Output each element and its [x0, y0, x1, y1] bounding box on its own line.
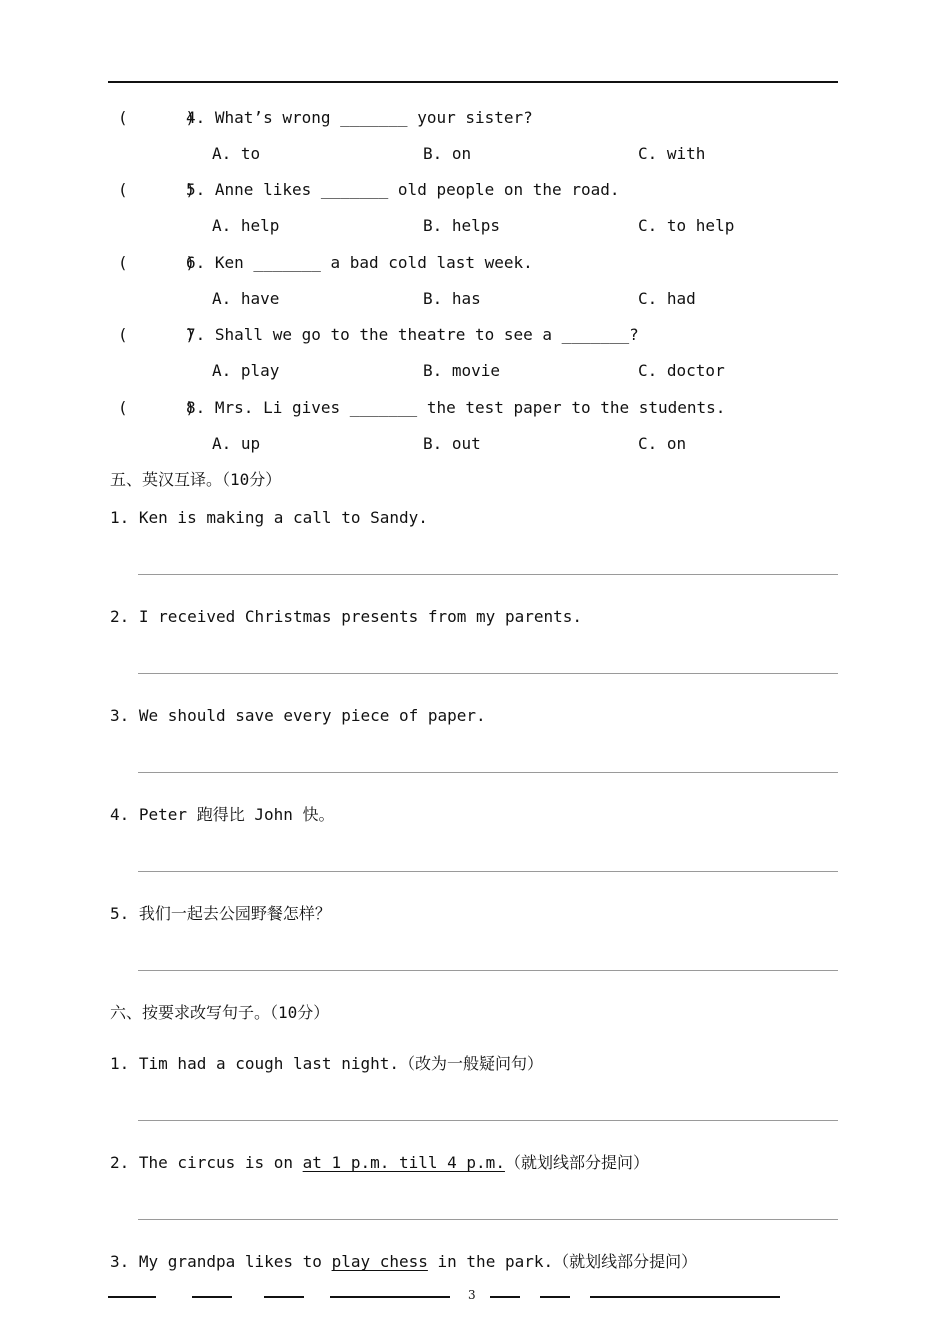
- item-instruction: in the park.（就划线部分提问）: [427, 1252, 698, 1271]
- footer-rule: [540, 1296, 570, 1298]
- footer-rule: [108, 1296, 156, 1298]
- option-b: B. has: [423, 289, 481, 308]
- underlined-phrase: play chess: [331, 1252, 428, 1271]
- option-c: C. with: [638, 144, 706, 163]
- item-instruction: （就划线部分提问）: [504, 1153, 649, 1172]
- option-b: B. movie: [423, 361, 501, 380]
- option-c: C. on: [638, 434, 687, 453]
- answer-paren[interactable]: ( ): [118, 253, 196, 272]
- option-a: A. have: [212, 289, 280, 308]
- option-a: A. to: [212, 144, 261, 163]
- answer-paren[interactable]: ( ): [118, 398, 196, 417]
- option-c: C. to help: [638, 216, 735, 235]
- translation-item-1: 1. Ken is making a call to Sandy.: [110, 508, 428, 527]
- section-6-heading: 六、按要求改写句子。（10分）: [110, 1003, 330, 1022]
- option-c: C. had: [638, 289, 696, 308]
- page-number: 3: [468, 1288, 476, 1302]
- answer-paren[interactable]: ( ): [118, 325, 196, 344]
- question-stem: 4. What’s wrong _______ your sister?: [186, 108, 533, 127]
- answer-line[interactable]: [138, 1120, 838, 1121]
- translation-item-3: 3. We should save every piece of paper.: [110, 706, 486, 725]
- question-stem: 5. Anne likes _______ old people on the road.: [186, 180, 620, 199]
- answer-line[interactable]: [138, 673, 838, 674]
- option-b: B. out: [423, 434, 481, 453]
- item-text: 2. The circus is on: [110, 1153, 303, 1172]
- footer-rule: [490, 1296, 520, 1298]
- footer-rule: [330, 1296, 450, 1298]
- answer-line[interactable]: [138, 1219, 838, 1220]
- footer-rule: [264, 1296, 304, 1298]
- rewrite-item-3: [110, 1252, 697, 1272]
- translation-item-4: 4. Peter 跑得比 John 快。: [110, 805, 335, 824]
- option-a: A. play: [212, 361, 280, 380]
- item-text: 3. My grandpa likes to: [110, 1252, 332, 1271]
- translation-item-2: 2. I received Christmas presents from my parents.: [110, 607, 583, 626]
- answer-paren[interactable]: ( ): [118, 180, 196, 199]
- answer-line[interactable]: [138, 970, 838, 971]
- question-stem: 7. Shall we go to the theatre to see a _______?: [186, 325, 639, 344]
- option-b: B. on: [423, 144, 472, 163]
- option-c: C. doctor: [638, 361, 725, 380]
- header-rule: [108, 81, 838, 83]
- question-stem: 6. Ken _______ a bad cold last week.: [186, 253, 533, 272]
- footer-rule: [192, 1296, 232, 1298]
- rewrite-item-2: [110, 1153, 649, 1173]
- option-a: A. up: [212, 434, 261, 453]
- option-a: A. help: [212, 216, 280, 235]
- answer-line[interactable]: [138, 871, 838, 872]
- section-5-heading: 五、英汉互译。（10分）: [110, 470, 282, 489]
- answer-line[interactable]: [138, 772, 838, 773]
- question-stem: 8. Mrs. Li gives _______ the test paper to the students.: [186, 398, 726, 417]
- underlined-phrase: at 1 p.m. till 4 p.m.: [302, 1153, 505, 1172]
- answer-paren[interactable]: ( ): [118, 108, 196, 127]
- footer-rule: [590, 1296, 780, 1298]
- translation-item-5: 5. 我们一起去公园野餐怎样？: [110, 904, 331, 923]
- rewrite-item-1: 1. Tim had a cough last night.（改为一般疑问句）: [110, 1054, 543, 1073]
- option-b: B. helps: [423, 216, 501, 235]
- answer-line[interactable]: [138, 574, 838, 575]
